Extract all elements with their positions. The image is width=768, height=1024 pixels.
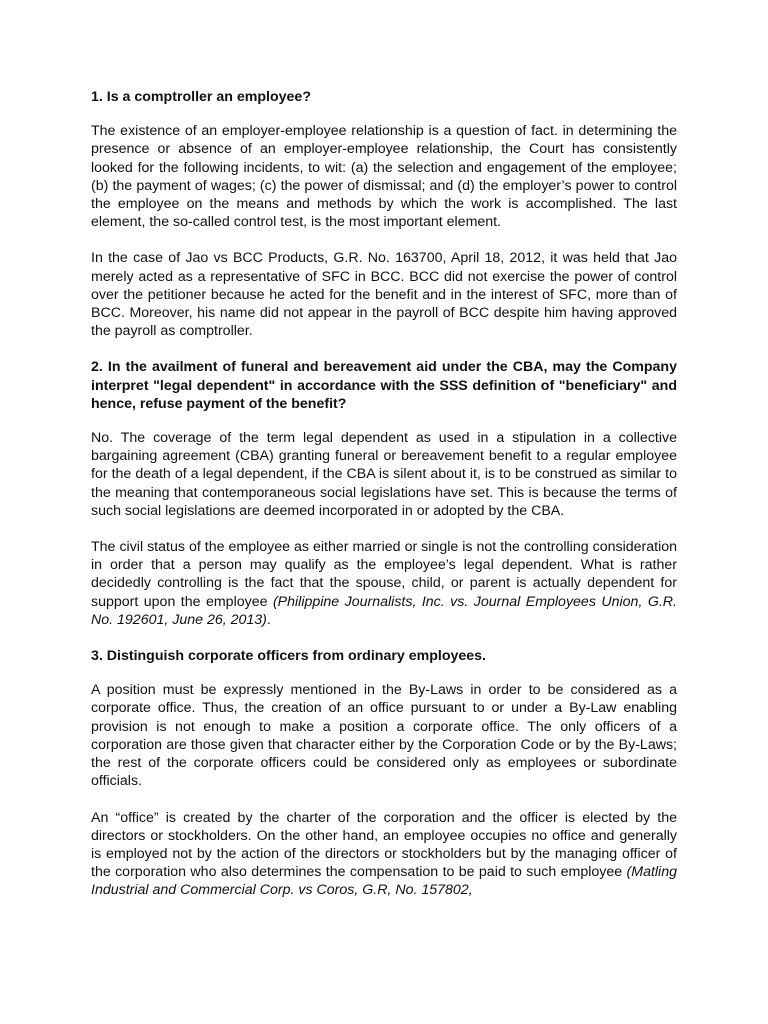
question-heading-2: 2. In the availment of funeral and bereavement aid under the CBA, may the Company interpret "legal dependent" in accordance with the SSS definition of "beneficiary" and hence, refuse payment of the benefit? xyxy=(91,359,677,412)
answer-paragraph-3a: A position must be expressly mentioned in the By-Laws in order to be considered as a corporate office. Thus, the creation of an office pursuant to or under a By-Law enabling provision is not enough to make a position a corporate office. The only officers of a corporation are those given that character either by the Corporation Code or by the By-Laws; the rest of the corporate officers could be considered only as employees or subordinate officials. xyxy=(91,682,677,790)
question-heading-3: 3. Distinguish corporate officers from ordinary employees. xyxy=(91,648,486,665)
paragraph-3b-text: An “office” is created by the charter of the corporation and the officer is elected by the directors or stockholders. On the other hand, an employee occupies no office and generally is employed not by the action of the directors or stockholders but by the managing officer of the corporation who also determines the compensation to be paid to such employee xyxy=(91,809,677,881)
paragraph-2b-tail: . xyxy=(266,611,271,628)
answer-paragraph-2a: No. The coverage of the term legal dependent as used in a stipulation in a collective bargaining agreement (CBA) granting funeral or bereavement benefit to a regular employee for the death of a legal dependent, if the CBA is silent about it, is to be construed as similar to the meaning that contemporaneous social legislations have set. This is because the terms of such social legislations are deemed incorporated in or adopted by the CBA. xyxy=(91,430,677,519)
answer-paragraph-1b: In the case of Jao vs BCC Products, G.R. No. 163700, April 18, 2012, it was held that Jao merely acted as a representative of SFC in BCC. BCC did not exercise the power of control over the petitioner because he acted for the benefit and in the interest of SFC, more than of BCC. Moreover, his name did not appear in the payroll of BCC despite him having approved the payroll as comptroller. xyxy=(91,250,677,340)
case-citation-2b: (Philippine Journalists, Inc. vs. Journal Employees Union, G.R. No. 192601, June 26, 2013) xyxy=(91,593,677,628)
answer-paragraph-1a: The existence of an employer-employee relationship is a question of fact. in determining the presence or absence of an employer-employee relationship, the Court has consistently looked for the following incidents, to wit: (a) the selection and engagement of the employee; (b) the payment of wages; (c) the power of dismissal; and (d) the employer’s power to control the employee on the means and methods by which the work is accomplished. The last element, the so-called control test, is the most important element. xyxy=(91,123,677,231)
case-citation-3b: (Matling Industrial and Commercial Corp. vs Coros, G.R, No. 157802, xyxy=(91,864,677,899)
answer-paragraph-2b xyxy=(91,538,677,629)
paragraph-2b-text: The civil status of the employee as either married or single is not the controlling consideration in order that a person may qualify as the employee’s legal dependent. What is rather decidedly controlling is the fact that the spouse, child, or parent is actually dependent for support upon the employee xyxy=(91,539,677,610)
answer-paragraph-3b xyxy=(91,809,677,900)
question-heading-1: 1. Is a comptroller an employee? xyxy=(91,89,311,105)
